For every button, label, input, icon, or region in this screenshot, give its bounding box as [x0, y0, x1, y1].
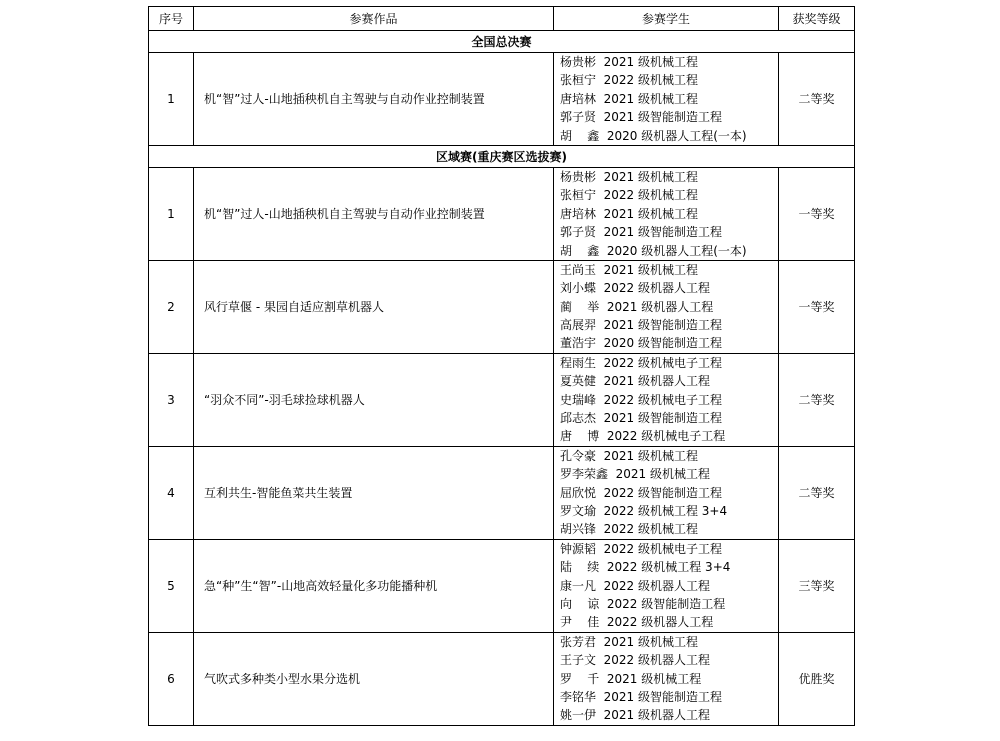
student-line: 程雨生 2022 级机械电子工程: [560, 355, 722, 370]
student-line: 罗李荣鑫 2021 级机械工程: [560, 467, 710, 482]
entry-number: 1: [149, 167, 194, 260]
entry-number: 5: [149, 539, 194, 632]
student-line: 夏英健 2021 级机器人工程: [560, 374, 710, 389]
entry-work: 气吹式多种类小型水果分选机: [194, 632, 554, 725]
student-line: 胡兴锋 2022 级机械工程: [560, 522, 698, 537]
student-line: 郭子贤 2021 级智能制造工程: [560, 110, 722, 125]
student-line: 罗文瑜 2022 级机械工程 3+4: [560, 503, 728, 518]
student-line: 蔺 举 2021 级机器人工程: [560, 299, 714, 314]
section-row: [149, 31, 855, 53]
student-line: 唐 博 2022 级机械电子工程: [560, 429, 726, 444]
header-no: 序号: [149, 7, 194, 31]
student-line: 杨贵彬 2021 级机械工程: [560, 169, 698, 184]
entry-number: 4: [149, 446, 194, 539]
entry-number: 3: [149, 353, 194, 446]
entry-work: 风行草偃 - 果园自适应割草机器人: [194, 260, 554, 353]
entry-students: [554, 53, 779, 146]
student-line: 张桓宁 2022 级机械工程: [560, 73, 698, 88]
student-line: 孔令豪 2021 级机械工程: [560, 448, 698, 463]
section-title: 全国总决赛: [149, 31, 855, 53]
student-line: 董浩宇 2020 级智能制造工程: [560, 336, 722, 351]
student-line: 王子文 2022 级机器人工程: [560, 653, 710, 668]
entry-work: “羽众不同”-羽毛球捡球机器人: [194, 353, 554, 446]
entry-students: [554, 260, 779, 353]
student-line: 高展羿 2021 级智能制造工程: [560, 318, 722, 333]
table-row: [149, 632, 855, 725]
entry-number: 2: [149, 260, 194, 353]
header-row: [149, 7, 855, 31]
student-line: 康一凡 2022 级机器人工程: [560, 578, 710, 593]
student-line: 史瑞峰 2022 级机械电子工程: [560, 392, 722, 407]
student-line: 刘小蝶 2022 级机器人工程: [560, 281, 710, 296]
student-line: 向 谅 2022 级智能制造工程: [560, 596, 726, 611]
table-row: [149, 260, 855, 353]
entry-prize: 一等奖: [779, 260, 855, 353]
header-work: 参赛作品: [194, 7, 554, 31]
student-line: 唐培林 2021 级机械工程: [560, 206, 698, 221]
entry-students: [554, 446, 779, 539]
student-line: 钟源韬 2022 级机械电子工程: [560, 541, 722, 556]
student-line: 郭子贤 2021 级智能制造工程: [560, 225, 722, 240]
table-row: [149, 539, 855, 632]
section-row: [149, 145, 855, 167]
table-row: [149, 353, 855, 446]
entry-number: 6: [149, 632, 194, 725]
entry-students: [554, 539, 779, 632]
entry-students: [554, 167, 779, 260]
student-line: 罗 千 2021 级机械工程: [560, 671, 702, 686]
student-line: 李铭华 2021 级智能制造工程: [560, 689, 722, 704]
student-line: 胡 鑫 2020 级机器人工程(一本): [560, 243, 747, 258]
student-line: 姚一伊 2021 级机器人工程: [560, 708, 710, 723]
header-students: 参赛学生: [554, 7, 779, 31]
student-line: 杨贵彬 2021 级机械工程: [560, 55, 698, 69]
table-row: [149, 53, 855, 146]
entry-students: [554, 353, 779, 446]
student-line: 胡 鑫 2020 级机器人工程(一本): [560, 128, 747, 143]
entry-number: 1: [149, 53, 194, 146]
student-line: 陆 续 2022 级机械工程 3+4: [560, 560, 731, 575]
entry-students: [554, 632, 779, 725]
header-prize: 获奖等级: [779, 7, 855, 31]
entry-prize: 一等奖: [779, 167, 855, 260]
section-title: 区域赛(重庆赛区选拔赛): [149, 145, 855, 167]
entry-prize: 三等奖: [779, 539, 855, 632]
entry-prize: 优胜奖: [779, 632, 855, 725]
awards-table: [148, 6, 855, 726]
student-line: 张芳君 2021 级机械工程: [560, 634, 698, 649]
student-line: 王尚玉 2021 级机械工程: [560, 262, 698, 277]
table-row: [149, 446, 855, 539]
student-line: 唐培林 2021 级机械工程: [560, 91, 698, 106]
entry-prize: 二等奖: [779, 353, 855, 446]
table-row: [149, 167, 855, 260]
student-line: 张桓宁 2022 级机械工程: [560, 188, 698, 203]
student-line: 尹 佳 2022 级机器人工程: [560, 615, 714, 630]
student-line: 屈欣悦 2022 级智能制造工程: [560, 485, 722, 500]
entry-work: 急“种”生“智”-山地高效轻量化多功能播种机: [194, 539, 554, 632]
entry-work: 机“智”过人-山地插秧机自主驾驶与自动作业控制装置: [194, 53, 554, 146]
entry-work: 互利共生-智能鱼菜共生装置: [194, 446, 554, 539]
entry-prize: 二等奖: [779, 446, 855, 539]
student-line: 邱志杰 2021 级智能制造工程: [560, 411, 722, 426]
entry-work: 机“智”过人-山地插秧机自主驾驶与自动作业控制装置: [194, 167, 554, 260]
entry-prize: 二等奖: [779, 53, 855, 146]
